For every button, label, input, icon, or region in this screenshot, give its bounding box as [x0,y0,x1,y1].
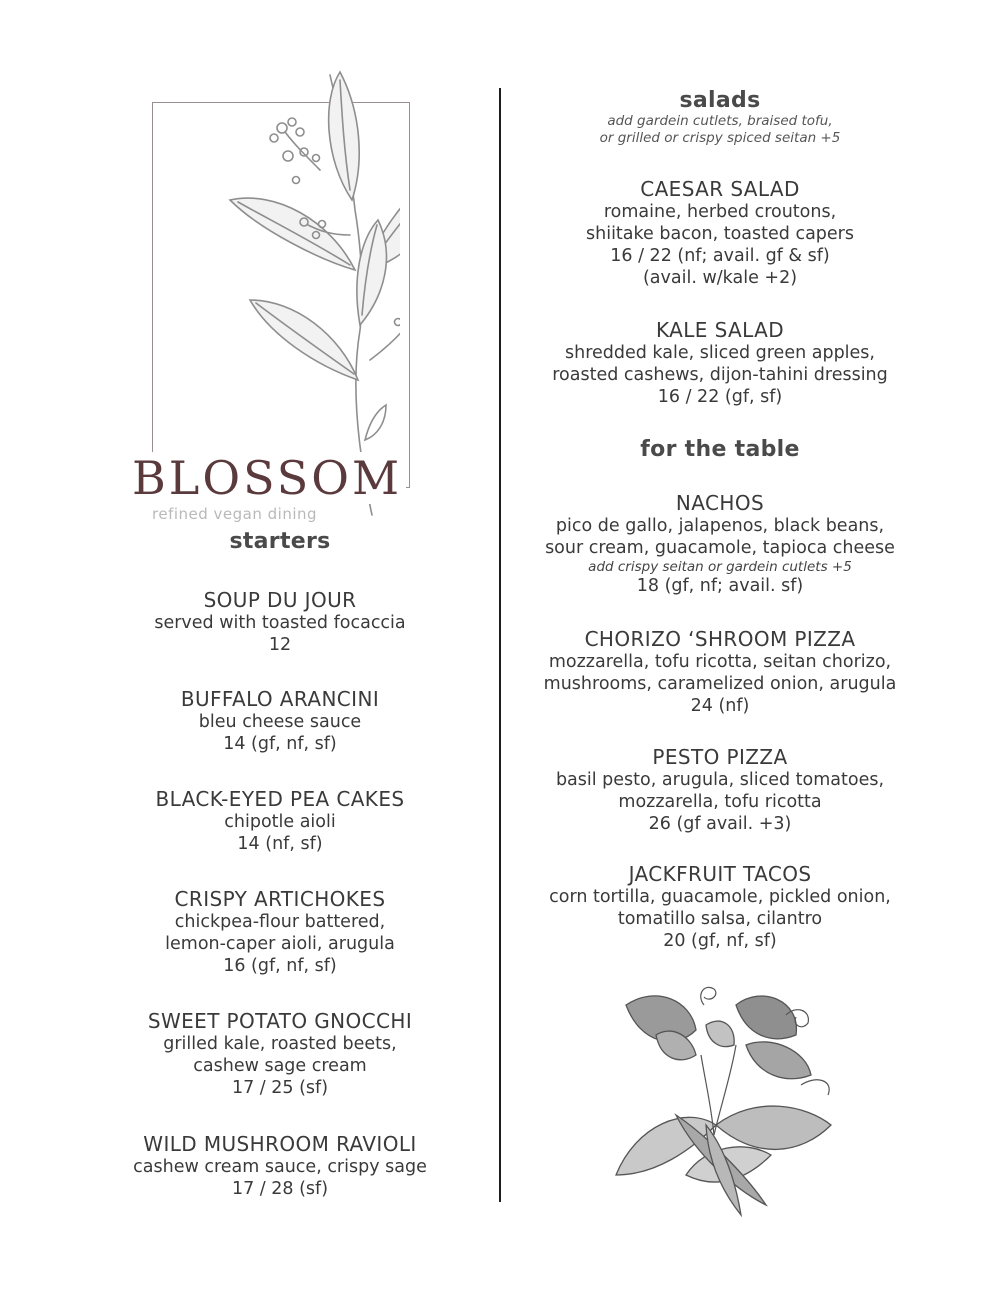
menu-item-note: add crispy seitan or gardein cutlets +5 [588,559,852,575]
menu-item-price: 16 (gf, nf, sf) [223,956,337,976]
menu-item-price: 12 [268,635,292,655]
menu-item [520,318,920,408]
column-divider [499,88,501,1202]
menu-item-price: 17 / 28 (sf) [231,1179,329,1199]
menu-item-name: KALE SALAD [655,318,784,342]
menu-item-desc: pico de gallo, jalapenos, black beans, [555,516,885,536]
menu-item-desc: romaine, herbed croutons, [603,202,837,222]
menu-item-name: SOUP DU JOUR [203,588,357,612]
menu-item-name: CAESAR SALAD [640,177,800,201]
menu-item-desc: mozzarella, tofu ricotta [618,792,822,812]
menu-item-desc: corn tortilla, guacamole, pickled onion, [549,887,891,907]
menu-item-price: 26 (gf avail. +3) [648,814,792,834]
menu-item-desc: lemon-caper aioli, arugula [165,934,395,954]
for-the-table-title: for the table [640,437,800,462]
menu-item [60,1132,500,1200]
menu-item-desc: shredded kale, sliced green apples, [564,343,875,363]
menu-item [520,745,920,835]
starters-title: starters [229,529,331,554]
menu-item-desc: chipotle aioli [224,812,336,832]
menu-item-desc: basil pesto, arugula, sliced tomatoes, [555,770,885,790]
menu-item-name: CRISPY ARTICHOKES [174,887,386,911]
brand-name: BLOSSOM [128,452,406,504]
menu-item-desc: shiitake bacon, toasted capers [586,224,854,244]
menu-item-desc: sour cream, guacamole, tapioca cheese [545,538,895,558]
menu-item-desc: cashew sage cream [193,1056,367,1076]
menu-item-name: BUFFALO ARANCINI [180,687,380,711]
menu-item [60,687,500,755]
sweet-pea-illustration [596,975,846,1225]
menu-item-desc: served with toasted focaccia [154,613,406,633]
menu-item-desc: roasted cashews, dijon-tahini dressing [552,365,888,385]
brand-logo [60,60,403,523]
menu-item-price: 20 (gf, nf, sf) [663,931,777,951]
menu-item-price: 14 (nf, sf) [237,834,323,854]
menu-item [520,627,920,717]
menu-item-name: JACKFRUIT TACOS [628,862,812,886]
menu-item [60,588,500,656]
brand-tagline: refined vegan dining [148,505,321,523]
menu-item [520,862,920,952]
menu-item [60,887,500,977]
menu-item-desc: chickpea-flour battered, [174,912,386,932]
menu-item-price: 17 / 25 (sf) [231,1078,329,1098]
menu-item-price: 18 (gf, nf; avail. sf) [636,576,804,596]
menu-item-price: 24 (nf) [690,696,750,716]
menu-item-desc: cashew cream sauce, crispy sage [133,1157,427,1177]
salads-title: salads [679,88,761,113]
menu-item-name: CHORIZO ‘SHROOM PIZZA [584,627,856,651]
menu-item-price: 14 (gf, nf, sf) [223,734,337,754]
menu-item-name: PESTO PIZZA [652,745,788,769]
menu-item-desc: grilled kale, roasted beets, [163,1034,397,1054]
menu-item [520,491,920,597]
menu-item-desc: mozzarella, tofu ricotta, seitan chorizo, [548,652,892,672]
menu-item-extra: (avail. w/kale +2) [642,268,798,288]
menu-item [60,1009,500,1099]
menu-item-name: BLACK-EYED PEA CAKES [155,787,405,811]
menu-item [520,177,920,289]
menu-item-desc: bleu cheese sauce [198,712,362,732]
menu-item-name: SWEET POTATO GNOCCHI [147,1009,413,1033]
menu-item-price: 16 / 22 (gf, sf) [657,387,783,407]
salads-note: or grilled or crispy spiced seitan +5 [599,130,841,146]
menu-item-desc: mushrooms, caramelized onion, arugula [543,674,897,694]
salads-note: add gardein cutlets, braised tofu, [607,113,833,129]
menu-item-price: 16 / 22 (nf; avail. gf & sf) [610,246,830,266]
menu-item [60,787,500,855]
menu-item-desc: tomatillo salsa, cilantro [617,909,823,929]
menu-item-name: WILD MUSHROOM RAVIOLI [143,1132,417,1156]
menu-item-name: NACHOS [675,491,765,515]
